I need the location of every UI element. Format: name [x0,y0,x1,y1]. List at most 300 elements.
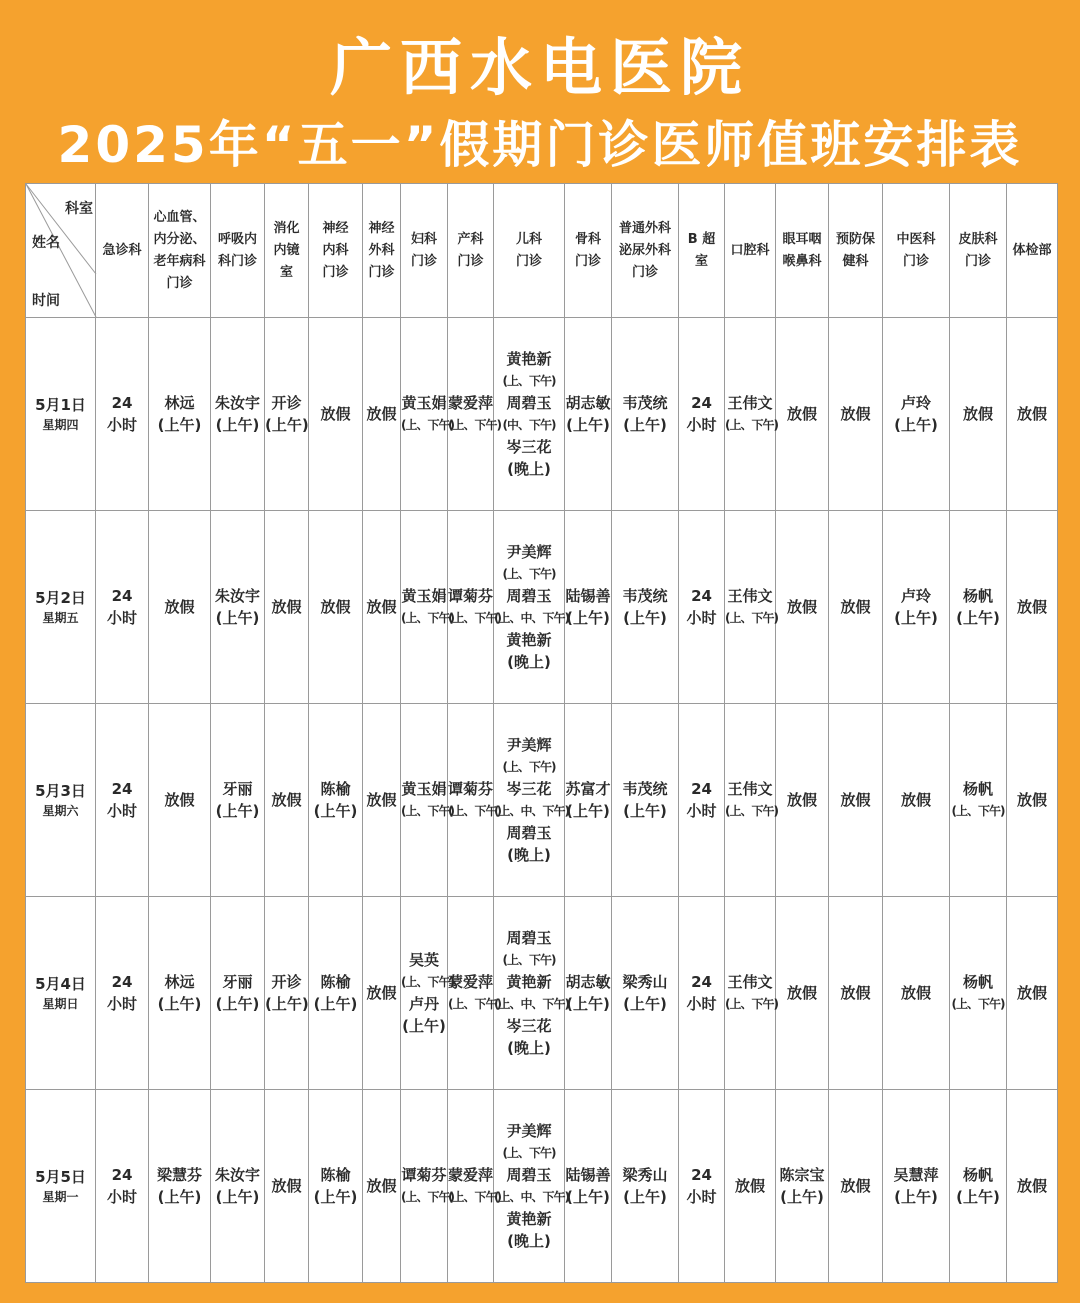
shift-time: (上、中、下午) [494,804,569,818]
doctor-name: 林远 [164,394,195,412]
doctor-name: 24 [691,780,712,798]
schedule-title: 2025年“五一”假期门诊医师值班安排表 [57,116,1023,174]
doctor-name: 小时 [106,802,137,820]
schedule-cell [211,704,265,897]
schedule-cell [725,704,776,897]
doctor-name: 朱汝宇 [214,1166,260,1184]
shift-time: (上、下午) [951,804,1005,818]
shift-time: (上午) [956,1188,1000,1206]
dept-header-line: 骨科 [574,231,601,247]
schedule-cell [725,1090,776,1283]
doctor-name: 韦茂统 [622,587,668,605]
dept-header-line: 内分泌、 [153,231,206,247]
doctor-name: 陈榆 [320,1166,351,1184]
dept-header-line: 神经 [322,220,349,236]
schedule-cell [448,1090,501,1283]
schedule-cell [1007,1090,1058,1283]
shift-time: (上午) [894,416,938,434]
doctor-name: 放假 [962,405,993,423]
dept-header-line: 外科 [368,242,395,258]
dept-header-line: 健科 [842,253,869,269]
schedule-cell [265,511,309,704]
doctor-name: 放假 [900,984,931,1002]
table-row [26,704,1058,897]
shift-time: (晚上) [507,846,551,864]
doctor-name: 谭菊芬 [401,1166,447,1184]
doctor-name: 陈榆 [320,973,351,991]
doctor-name: 小时 [686,609,717,627]
dept-header-line: 内科 [322,242,349,258]
doctor-name: 小时 [686,995,717,1013]
schedule-cell [149,704,211,897]
doctor-name: 周碧玉 [506,394,552,412]
schedule-cell [612,897,679,1090]
doctor-name: 朱汝宇 [214,394,260,412]
shift-time: (上午) [623,802,667,820]
schedule-cell [679,897,725,1090]
doctor-name: 黄玉娟 [401,394,447,412]
schedule-cell [883,511,950,704]
shift-time: (上、下午) [448,418,501,432]
dept-header-17 [1007,184,1058,318]
schedule-cell [883,1090,950,1283]
weekday-label: 星期四 [42,418,79,432]
schedule-cell [211,1090,265,1283]
date-label: 5月2日 [35,589,86,607]
table-row [26,1090,1058,1283]
doctor-name: 放假 [271,791,302,809]
dept-header-9 [565,184,612,318]
dept-header-line: 门诊 [410,253,437,269]
doctor-name: 周碧玉 [506,1166,552,1184]
doctor-name: 24 [111,1166,133,1184]
shift-time: (上、下午) [725,611,778,625]
schedule-cell [401,897,454,1090]
date-cell [26,704,96,897]
shift-time: (晚上) [507,653,551,671]
doctor-name: 韦茂统 [622,780,668,798]
schedule-cell [363,511,401,704]
schedule-cell [494,897,569,1090]
doctor-name: 苏富才 [565,780,611,798]
schedule-cell [363,897,401,1090]
doctor-name: 朱汝宇 [214,587,260,605]
doctor-name: 岑三花 [506,780,552,798]
doctor-name: 放假 [271,1177,302,1195]
schedule-cell [612,318,679,511]
schedule-cell [776,704,829,897]
doctor-name: 小时 [686,802,717,820]
doctor-name: 黄艳新 [506,973,552,991]
shift-time: (上、下午) [725,804,778,818]
shift-time: (上午) [780,1188,824,1206]
dept-header-8 [494,184,565,318]
dept-header-line: 普通外科 [618,220,671,236]
schedule-cell [950,511,1007,704]
doctor-name: 小时 [106,609,137,627]
schedule-cell [883,897,950,1090]
dept-header-11 [679,184,725,318]
table-row [26,318,1058,511]
dept-header-line: 门诊 [515,253,542,269]
shift-time: (上、下午) [725,997,778,1011]
doctor-name: 杨帆 [962,587,993,605]
doctor-name: 放假 [366,1177,397,1195]
doctor-name: 放假 [1016,984,1047,1002]
schedule-cell [494,1090,569,1283]
schedule-cell [149,511,211,704]
schedule-cell [265,1090,309,1283]
shift-time: (上午) [623,995,667,1013]
doctor-name: 放假 [786,791,817,809]
dept-header-line: 中医科 [896,231,936,247]
dept-header-6 [401,184,448,318]
schedule-cell [725,511,776,704]
shift-time: (上午) [215,995,260,1013]
schedule-cell [448,318,501,511]
doctor-name: 陆锡善 [565,1166,611,1184]
schedule-cell [149,318,211,511]
dept-header-12 [725,184,776,318]
dept-header-7 [448,184,494,318]
doctor-name: 24 [691,394,712,412]
shift-time: (上、下午) [502,953,556,967]
shift-time: (上、下午) [401,418,454,432]
dept-header-line: 急诊科 [102,242,142,258]
schedule-cell [565,318,612,511]
doctor-name: 小时 [106,416,137,434]
dept-header-14 [829,184,883,318]
dept-header-2 [211,184,265,318]
doctor-name: 杨帆 [962,973,993,991]
schedule-cell [96,318,149,511]
schedule-cell [363,704,401,897]
dept-header-line: 妇科 [410,231,437,247]
schedule-cell [612,704,679,897]
schedule-cell [309,704,363,897]
doctor-name: 黄玉娟 [401,587,447,605]
date-cell [26,318,96,511]
shift-time: (上午) [566,609,610,627]
doctor-name: 牙丽 [222,780,253,798]
dept-header-line: 门诊 [574,253,601,269]
doctor-name: 周碧玉 [506,587,552,605]
shift-time: (上、中、下午) [494,997,569,1011]
doctor-name: 黄艳新 [506,1210,552,1228]
duty-schedule-table [25,183,1058,1283]
date-cell [26,1090,96,1283]
dept-header-line: 预防保 [835,231,875,247]
shift-time: (上、下午) [448,804,501,818]
shift-time: (上午) [566,1188,610,1206]
doctor-name: 放假 [164,598,195,616]
table-row [26,897,1058,1090]
schedule-cell [950,318,1007,511]
doctor-name: 放假 [840,984,871,1002]
schedule-cell [265,704,309,897]
dept-header-line: 门诊 [322,264,349,280]
weekday-label: 星期一 [42,1190,79,1204]
schedule-cell [1007,897,1058,1090]
dept-header-line: 体检部 [1012,242,1052,258]
doctor-name: 放假 [900,791,931,809]
schedule-cell [883,318,950,511]
shift-time: (上午) [623,416,667,434]
schedule-cell [950,704,1007,897]
schedule-cell [363,318,401,511]
doctor-name: 尹美辉 [506,736,552,754]
schedule-cell [309,897,363,1090]
shift-time: (上、下午) [401,1190,454,1204]
shift-time: (上午) [894,1188,938,1206]
doctor-name: 放假 [366,405,397,423]
dept-header-10 [612,184,679,318]
doctor-name: 放假 [320,405,351,423]
doctor-name: 蒙爱萍 [448,973,494,991]
doctor-name: 放假 [320,598,351,616]
doctor-name: 24 [691,973,712,991]
schedule-cell [612,1090,679,1283]
doctor-name: 王伟文 [727,587,773,605]
date-cell [26,897,96,1090]
doctor-name: 吴英 [408,951,439,969]
doctor-name: 放假 [840,405,871,423]
shift-time: (上午) [894,609,938,627]
schedule-cell [309,511,363,704]
schedule-cell [776,511,829,704]
dept-header-line: 科门诊 [217,253,257,269]
shift-time: (上午) [313,995,358,1013]
dept-header-line: 门诊 [902,253,929,269]
doctor-name: 牙丽 [222,973,253,991]
date-label: 5月3日 [35,782,86,800]
shift-time: (上午) [623,609,667,627]
doctor-name: 岑三花 [506,438,552,456]
schedule-cell [829,1090,883,1283]
doctor-name: 24 [111,973,133,991]
doctor-name: 杨帆 [962,780,993,798]
doctor-name: 放假 [840,791,871,809]
doctor-name: 黄艳新 [506,350,552,368]
schedule-cell [211,511,265,704]
schedule-cell [725,318,776,511]
doctor-name: 小时 [106,1188,137,1206]
schedule-cell [950,897,1007,1090]
schedule-cell [448,511,501,704]
shift-time: (上、下午) [502,567,556,581]
schedule-cell [96,704,149,897]
doctor-name: 谭菊芬 [448,587,494,605]
doctor-name: 周碧玉 [506,824,552,842]
dept-header-line: 门诊 [457,253,484,269]
schedule-cell [883,704,950,897]
dept-header-line: 神经 [368,220,395,236]
shift-time: (上午) [313,802,358,820]
schedule-cell [565,897,612,1090]
doctor-name: 吴慧萍 [893,1166,939,1184]
dept-header-line: 产科 [457,231,484,247]
dept-header-line: 门诊 [368,264,395,280]
schedule-cell [950,1090,1007,1283]
shift-time: (上午) [566,995,610,1013]
schedule-cell [829,318,883,511]
doctor-name: 黄玉娟 [401,780,447,798]
schedule-cell [96,897,149,1090]
doctor-name: 黄艳新 [506,631,552,649]
shift-time: (上、下午) [401,611,454,625]
shift-time: (上午) [402,1017,446,1035]
doctor-name: 24 [111,394,133,412]
dept-header-0 [96,184,149,318]
date-label: 5月4日 [35,975,86,993]
schedule-cell [265,897,309,1090]
doctor-name: 24 [111,587,133,605]
doctor-name: 尹美辉 [506,1122,552,1140]
doctor-name: 王伟文 [727,780,773,798]
dept-header-line: B 超 [687,231,716,247]
doctor-name: 放假 [164,791,195,809]
doctor-name: 卢丹 [408,995,439,1013]
corner-dept-label: 科室 [65,201,93,217]
shift-time: (上、下午) [448,1190,501,1204]
schedule-cell [494,318,565,511]
schedule-cell [1007,511,1058,704]
doctor-name: 开诊 [271,394,302,412]
schedule-cell [265,318,309,511]
doctor-name: 杨帆 [962,1166,993,1184]
schedule-cell [309,1090,363,1283]
doctor-name: 放假 [271,598,302,616]
dept-header-line: 门诊 [631,264,658,280]
shift-time: (晚上) [507,1232,551,1250]
shift-time: (上、下午) [401,804,454,818]
date-label: 5月1日 [35,396,86,414]
doctor-name: 卢玲 [900,587,931,605]
schedule-cell [776,897,829,1090]
schedule-cell [1007,318,1058,511]
corner-time-label: 时间 [32,293,60,309]
dept-header-line: 呼吸内 [217,231,257,247]
schedule-cell [679,318,725,511]
doctor-name: 陈宗宝 [779,1166,825,1184]
dept-header-3 [265,184,309,318]
doctor-name: 梁慧芬 [156,1166,202,1184]
dept-header-13 [776,184,829,318]
date-cell [26,511,96,704]
shift-time: (上午) [157,1188,202,1206]
shift-time: (上午) [265,416,309,434]
doctor-name: 放假 [1016,598,1047,616]
corner-header-cell [26,184,96,318]
dept-header-line: 皮肤科 [958,231,998,247]
doctor-name: 胡志敏 [565,394,611,412]
dept-header-line: 喉鼻科 [782,253,822,269]
doctor-name: 放假 [786,984,817,1002]
doctor-name: 韦茂统 [622,394,668,412]
shift-time: (上、下午) [951,997,1005,1011]
schedule-cell [401,318,454,511]
dept-header-line: 儿科 [515,231,542,247]
dept-header-line: 室 [279,264,293,280]
doctor-name: 24 [691,1166,712,1184]
schedule-cell [211,318,265,511]
schedule-cell [725,897,776,1090]
dept-header-line: 消化 [273,220,300,236]
shift-time: (上午) [265,995,309,1013]
doctor-name: 放假 [840,598,871,616]
shift-time: (上、下午) [448,611,501,625]
doctor-name: 蒙爱萍 [448,1166,494,1184]
schedule-cell [829,511,883,704]
shift-time: (上、中、下午) [494,1190,569,1204]
doctor-name: 放假 [786,598,817,616]
dept-header-line: 眼耳咽 [782,231,822,247]
schedule-cell [149,1090,211,1283]
doctor-name: 放假 [1016,791,1047,809]
schedule-cell [211,897,265,1090]
schedule-body [26,318,1058,1283]
doctor-name: 卢玲 [900,394,931,412]
schedule-cell [829,897,883,1090]
doctor-name: 陈榆 [320,780,351,798]
shift-time: (晚上) [507,1039,551,1057]
shift-time: (上午) [157,995,202,1013]
schedule-cell [401,704,454,897]
shift-time: (上、下午) [448,997,501,1011]
schedule-cell [565,704,612,897]
shift-time: (上午) [215,802,260,820]
doctor-name: 小时 [686,1188,717,1206]
schedule-cell [776,1090,829,1283]
dept-header-line: 内镜 [273,242,300,258]
shift-time: (上、下午) [401,975,454,989]
dept-header-line: 老年病科 [153,253,206,269]
dept-header-4 [309,184,363,318]
schedule-cell [401,1090,454,1283]
hospital-title: 广西水电医院 [329,31,750,104]
doctor-name: 小时 [686,416,717,434]
doctor-name: 王伟文 [727,394,773,412]
doctor-name: 谭菊芬 [448,780,494,798]
dept-header-line: 门诊 [964,253,991,269]
corner-name-label: 姓名 [32,235,60,251]
doctor-name: 梁秀山 [622,1166,668,1184]
schedule-cell [565,511,612,704]
schedule-cell [448,897,501,1090]
doctor-name: 王伟文 [727,973,773,991]
schedule-cell [96,511,149,704]
schedule-cell [96,1090,149,1283]
shift-time: (上午) [566,802,610,820]
shift-time: (晚上) [507,460,551,478]
schedule-cell [679,1090,725,1283]
schedule-cell [363,1090,401,1283]
schedule-cell [679,704,725,897]
doctor-name: 放假 [1016,1177,1047,1195]
doctor-name: 小时 [106,995,137,1013]
shift-time: (上午) [313,1188,358,1206]
shift-time: (上午) [956,609,1000,627]
doctor-name: 梁秀山 [622,973,668,991]
shift-time: (上午) [157,416,202,434]
dept-header-line: 泌尿外科 [618,242,671,258]
schedule-cell [679,511,725,704]
header-row [26,184,1058,318]
schedule-cell [494,511,569,704]
doctor-name: 开诊 [271,973,302,991]
weekday-label: 星期六 [42,804,79,818]
doctor-name: 放假 [786,405,817,423]
